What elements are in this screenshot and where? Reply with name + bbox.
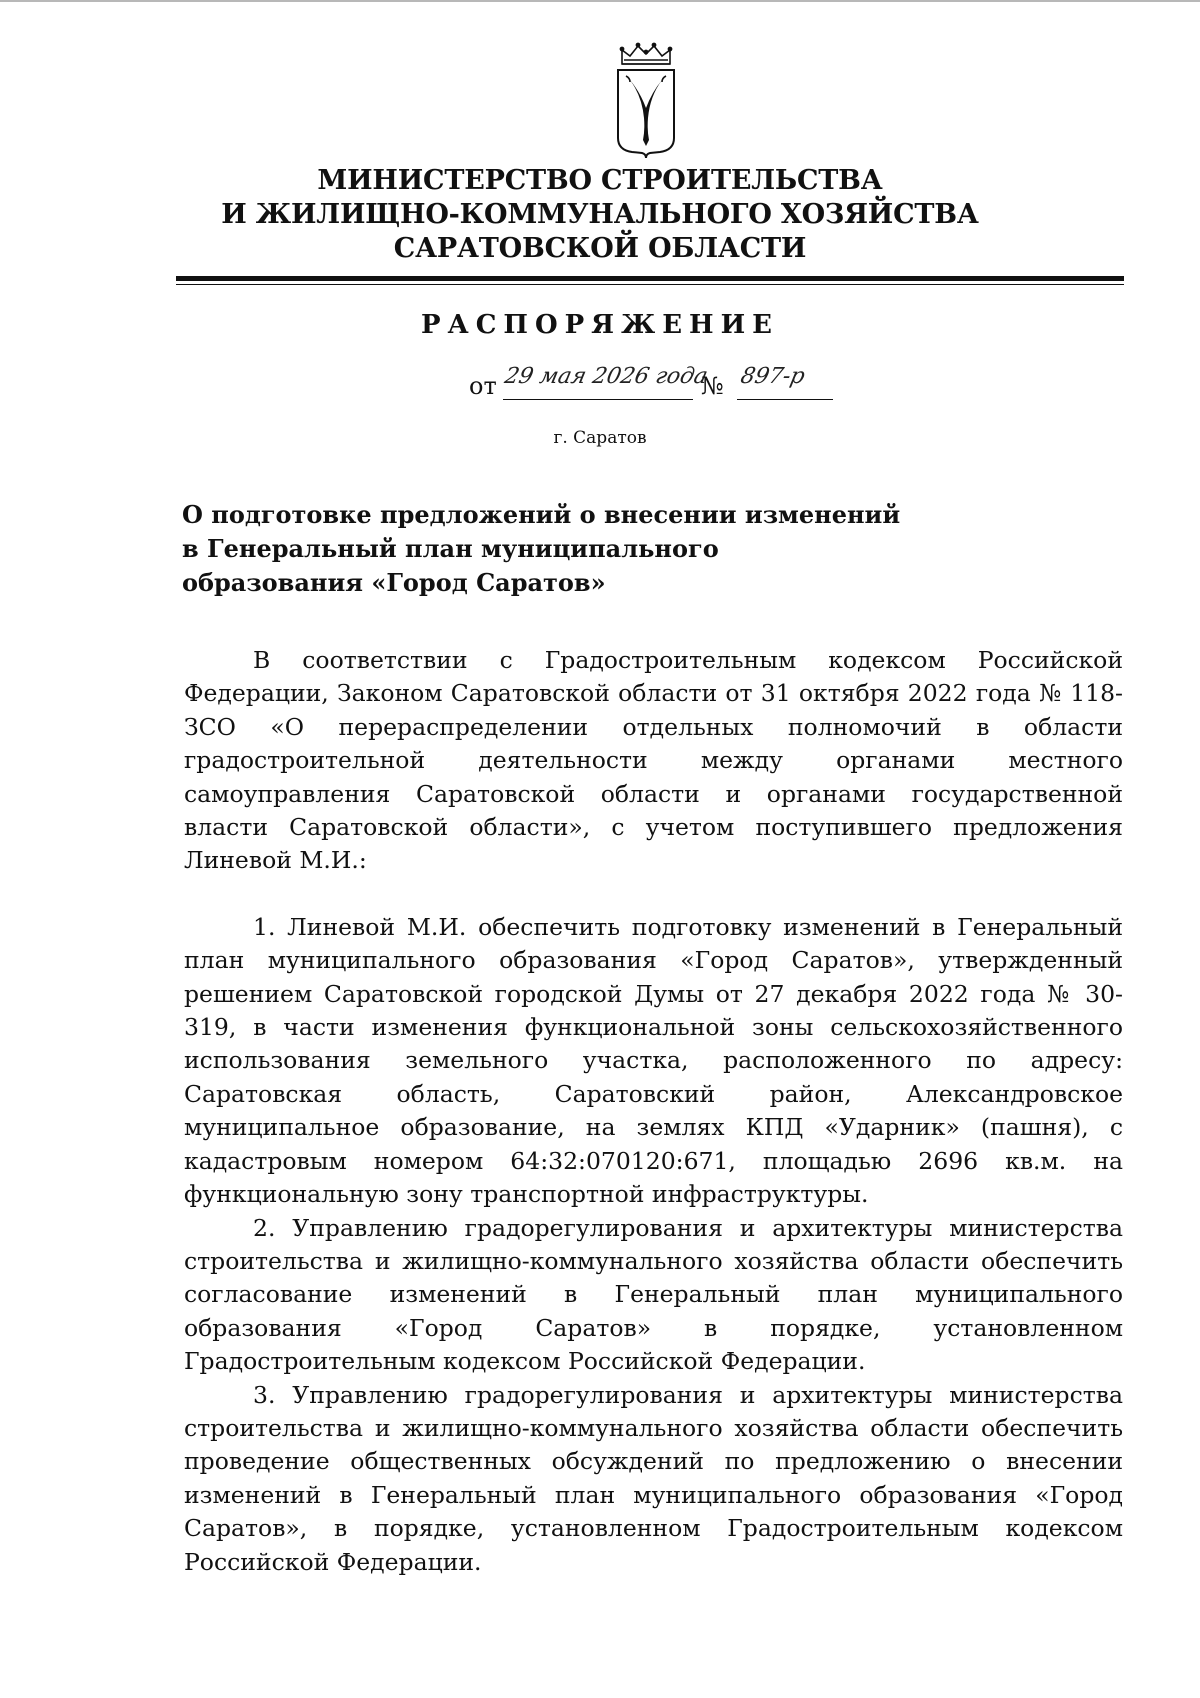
city: г. Саратов <box>553 428 647 448</box>
item-paragraph: 2. Управлению градорегулирования и архитектуры министерства строительства и жилищно-коммунального хозяйства области обеспечить согласование изменений в Генеральный план муниципального образования «Город Саратов» в порядке, установленном Градостроительным кодексом Российской Федерации. <box>184 1213 1123 1376</box>
header-divider-thick <box>176 276 1124 281</box>
saratov-oblast-coat-of-arms-icon <box>608 42 684 158</box>
ministry-line: И ЖИЛИЩНО-КОММУНАЛЬНОГО ХОЗЯЙСТВА <box>221 199 979 230</box>
number-prefix: № <box>701 372 724 400</box>
number-underline <box>737 399 833 400</box>
ministry-name <box>150 164 1050 266</box>
preamble-paragraph: В соответствии с Градостроительным кодексом Российской Федерации, Законом Саратовской области от 31 октября 2022 года № 118-ЗСО «О перераспределении отдельных полномочий в области градостроительной деятельности между органами местного самоуправления Саратовской области и органами государственной власти Саратовской области», с учетом поступившего предложения Линевой М.И.: <box>184 646 1123 875</box>
header-divider-thin <box>176 284 1124 285</box>
document-body <box>184 644 1123 1579</box>
ministry-line: МИНИСТЕРСТВО СТРОИТЕЛЬСТВА <box>317 165 883 196</box>
item-paragraph: 3. Управлению градорегулирования и архитектуры министерства строительства и жилищно-коммунального хозяйства области обеспечить проведение общественных обсуждений по предложению о внесении изменений в Генеральный план муниципального образования «Город Саратов», в порядке, установленном Градостроительным кодексом Российской Федерации. <box>184 1380 1123 1576</box>
scan-edge <box>0 0 1200 2</box>
document-subject <box>182 498 942 600</box>
handwritten-number: 897-р <box>738 364 808 389</box>
ministry-line: САРАТОВСКОЙ ОБЛАСТИ <box>393 233 807 264</box>
handwritten-date: 29 мая 2026 года <box>502 364 710 389</box>
subject-line: О подготовке предложений о внесении изменений <box>182 500 901 529</box>
document-type: РАСПОРЯЖЕНИЕ <box>421 310 779 340</box>
date-underline <box>503 399 693 400</box>
subject-line: образования «Город Саратов» <box>182 568 606 597</box>
date-prefix: от <box>469 372 497 400</box>
subject-line: в Генеральный план муниципального <box>182 534 719 563</box>
item-paragraph: 1. Линевой М.И. обеспечить подготовку изменений в Генеральный план муниципального образования «Город Саратов», утвержденный решением Саратовской городской Думы от 27 декабря 2022 года № 30-319, в части изменения функциональной зоны сельскохозяйственного использования земельного участка, расположенного по адресу: Саратовская область, Саратовский район, Александровское муниципальное образование, на землях КПД «Ударник» (пашня), с кадастровым номером 64:32:070120:671, площадью 2696 кв.м. на функциональную зону транспортной инфраструктуры. <box>184 912 1123 1209</box>
